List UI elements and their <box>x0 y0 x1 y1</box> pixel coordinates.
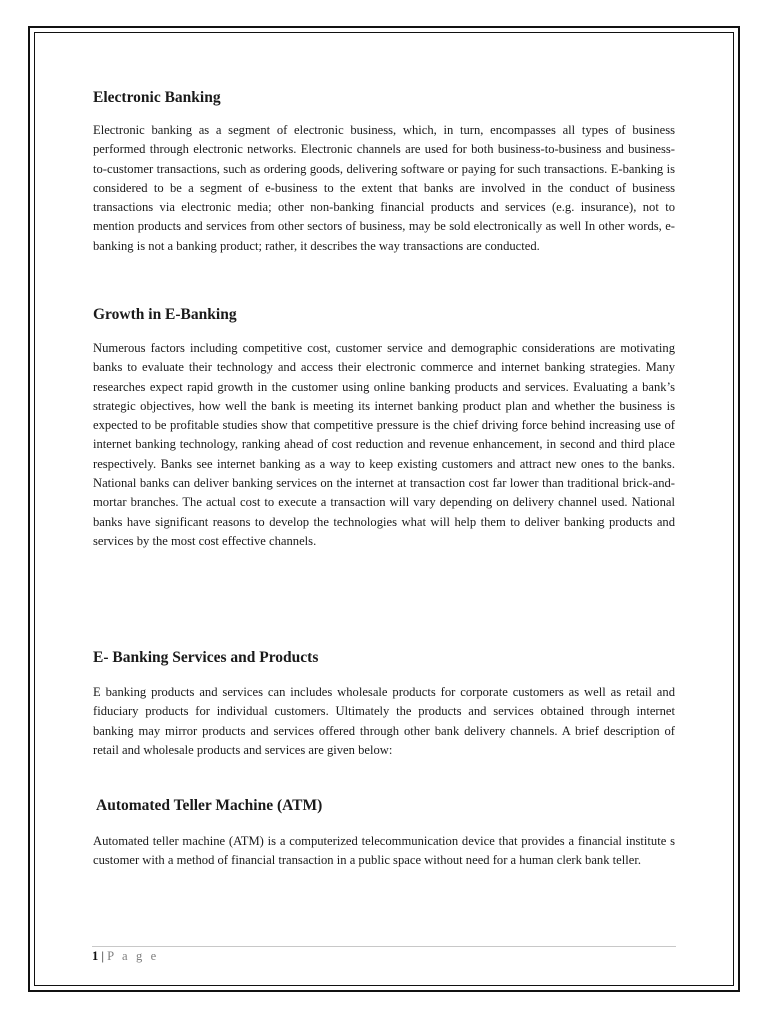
footer-separator: | <box>101 949 104 963</box>
heading-electronic-banking: Electronic Banking <box>93 89 221 106</box>
heading-growth-in-e-banking: Growth in E-Banking <box>93 306 237 323</box>
page-label: P a g e <box>107 949 159 963</box>
page-number: 1 <box>92 949 99 963</box>
footer-divider <box>92 946 676 947</box>
heading-e-banking-services-products: E- Banking Services and Products <box>93 649 319 666</box>
paragraph-e-banking-services-products: E banking products and services can includes wholesale products for corporate customers as well as retail and fiduciary products for individual customers. Ultimately the products and services obtained through internet banking may mirror products and services offered through other bank delivery channels. A brief description of retail and wholesale products and services are given below: <box>93 685 675 757</box>
paragraph-electronic-banking: Electronic banking as a segment of electronic business, which, in turn, encompasses all types of business performed through electronic networks. Electronic channels are used for both business-to-business and business-to-customer transactions, such as ordering goods, delivering software or paying for such transactions. E-banking is considered to be a segment of e-business to the extent that banks are involved in the conduct of business transactions via electronic media; other non-banking financial products and services (e.g. insurance), not to mention products and services from other sectors of business, may be sold electronically as well In other words, e-banking is not a banking product; rather, it describes the way transactions are conducted. <box>93 123 675 253</box>
paragraph-atm: Automated teller machine (ATM) is a computerized telecommunication device that provides a financial institute s customer with a method of financial transaction in a public space without need for a human clerk bank teller. <box>93 834 675 868</box>
page-footer <box>92 947 159 965</box>
paragraph-growth-in-e-banking: Numerous factors including competitive cost, customer service and demographic considerations are motivating banks to evaluate their technology and access their electronic commerce and internet banking strategies. Many researches expect rapid growth in the customer using online banking products and services. Evaluating a bank’s strategic objectives, how well the bank is meeting its internet banking product plan and whether the business is expected to be profitable studies show that competitive pressure is the chief driving force behind increasing use of internet banking technology, ranking ahead of cost reduction and revenue enhancement, in second and third place respectively. Banks see internet banking as a way to keep existing customers and attract new ones to the banks. National banks can deliver banking services on the internet at transaction cost far lower than traditional brick-and-mortar branches. The actual cost to execute a transaction will vary depending on delivery channel used. National banks have significant reasons to develop the technologies what will help them to deliver banking products and services by the most cost effective channels. <box>93 341 675 548</box>
heading-atm: Automated Teller Machine (ATM) <box>96 797 323 814</box>
